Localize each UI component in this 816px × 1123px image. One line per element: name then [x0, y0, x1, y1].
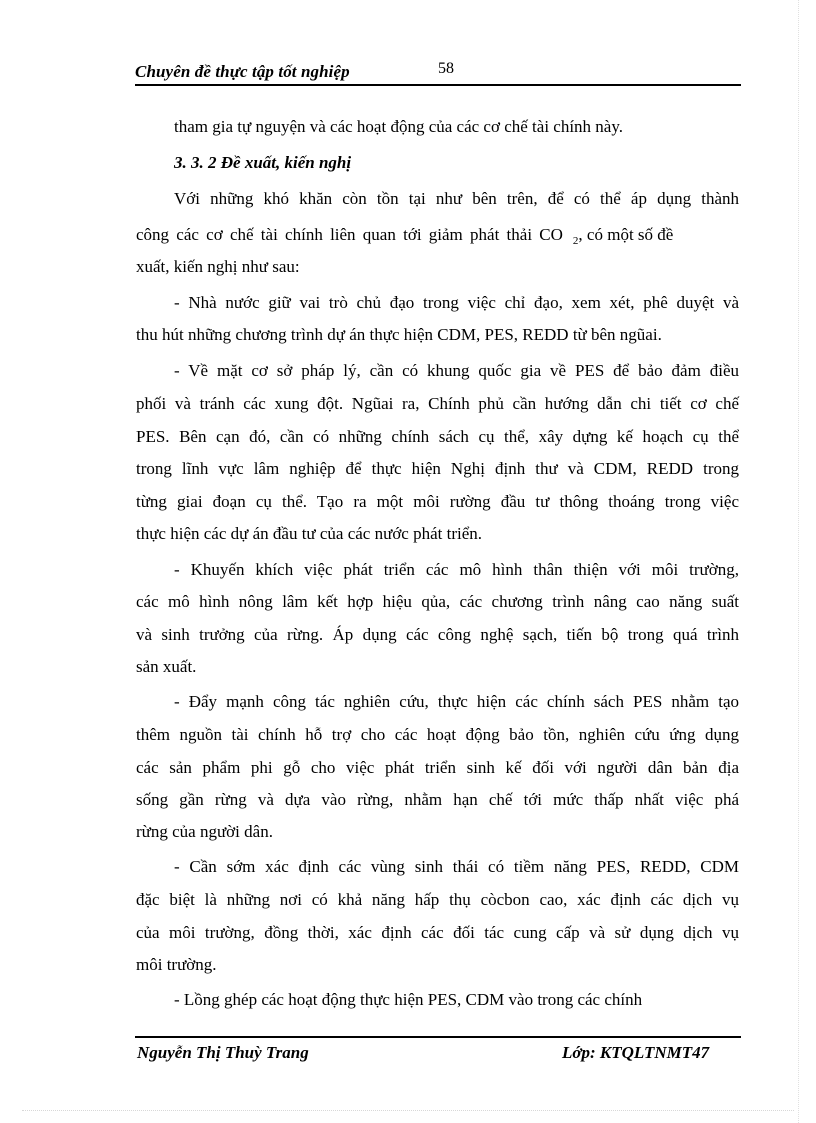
body-line-text: công các cơ chế tài chính liên quan tới giảm phát thải CO — [136, 225, 563, 244]
body-line — [136, 220, 739, 256]
page-edge-bottom — [22, 1110, 794, 1111]
body-line: từng giai đoạn cụ thể. Tạo ra một môi rường đầu tư thông thoáng trong việc — [136, 492, 739, 511]
body-line: trong lĩnh vực lâm nghiệp để thực hiện Nghị định thư và CDM, REDD trong — [136, 459, 739, 478]
header-title: Chuyên đề thực tập tốt nghiệp — [135, 62, 350, 81]
body-line: các sản phẩm phi gỗ cho việc phát triển sinh kế đối với người dân bản địa — [136, 758, 739, 777]
footer-class: Lớp: KTQLTNMT47 — [562, 1043, 710, 1062]
body-line: - Đẩy mạnh công tác nghiên cứu, thực hiện các chính sách PES nhằm tạo — [174, 692, 739, 711]
body-line: thu hút những chương trình dự án thực hiện CDM, PES, REDD từ bên ngũai. — [136, 325, 662, 344]
page-edge-right — [798, 0, 799, 1123]
body-line: sống gần rừng và dựa vào rừng, nhằm hạn chế tới mức thấp nhất việc phá — [136, 790, 739, 809]
body-line-text: , có một số đề — [578, 225, 674, 244]
body-line: - Khuyến khích việc phát triển các mô hình thân thiện với môi trường, — [174, 560, 739, 579]
body-line: các mô hình nông lâm kết hợp hiệu qủa, các chương trình nâng cao năng suất — [136, 592, 739, 611]
subscript-2: 2 — [572, 235, 579, 248]
body-line: tham gia tự nguyện và các hoạt động của các cơ chế tài chính này. — [174, 117, 623, 136]
page-number: 58 — [438, 60, 454, 77]
body-line: PES. Bên cạn đó, cần có những chính sách cụ thể, xây dựng kế hoạch cụ thể — [136, 427, 739, 446]
footer-author: Nguyễn Thị Thuỳ Trang — [137, 1043, 309, 1062]
body-line: xuất, kiến nghị như sau: — [136, 257, 300, 276]
body-line: đặc biệt là những nơi có khả năng hấp thụ còcbon cao, xác định các dịch vụ — [136, 890, 739, 909]
body-line: sản xuất. — [136, 657, 197, 676]
body-line: của môi trường, đồng thời, xác định các đối tác cung cấp và sử dụng dịch vụ — [136, 923, 739, 942]
body-line: thực hiện các dự án đầu tư của các nước phát triển. — [136, 524, 483, 543]
page-header — [135, 58, 741, 86]
body-line: - Về mặt cơ sở pháp lý, cần có khung quốc gia về PES để bảo đảm điều — [174, 361, 739, 380]
body-line: phối và tránh các xung đột. Ngũai ra, Chính phủ cần hướng dẫn chi tiết cơ chế — [136, 394, 739, 413]
body-line: môi trường. — [136, 955, 217, 974]
header-rule — [135, 84, 741, 86]
body-line: thêm nguồn tài chính hỗ trợ cho các hoạt động bảo tồn, nghiên cứu ứng dụng — [136, 725, 739, 744]
body-line: - Lồng ghép các hoạt động thực hiện PES, CDM vào trong các chính — [174, 990, 643, 1009]
body-line: - Cần sớm xác định các vùng sinh thái có tiềm năng PES, REDD, CDM — [174, 857, 739, 876]
body-line: - Nhà nước giữ vai trò chủ đạo trong việc chỉ đạo, xem xét, phê duyệt và — [174, 293, 739, 312]
footer-rule — [135, 1036, 741, 1038]
body-line: và sinh trưởng của rừng. Áp dụng các công nghệ sạch, tiến bộ trong quá trình — [136, 625, 739, 644]
body-line: Với những khó khăn còn tồn tại như bên trên, để có thể áp dụng thành — [174, 189, 739, 208]
section-heading: 3. 3. 2 Đề xuất, kiến nghị — [174, 153, 352, 172]
body-line: rừng của người dân. — [136, 822, 273, 841]
